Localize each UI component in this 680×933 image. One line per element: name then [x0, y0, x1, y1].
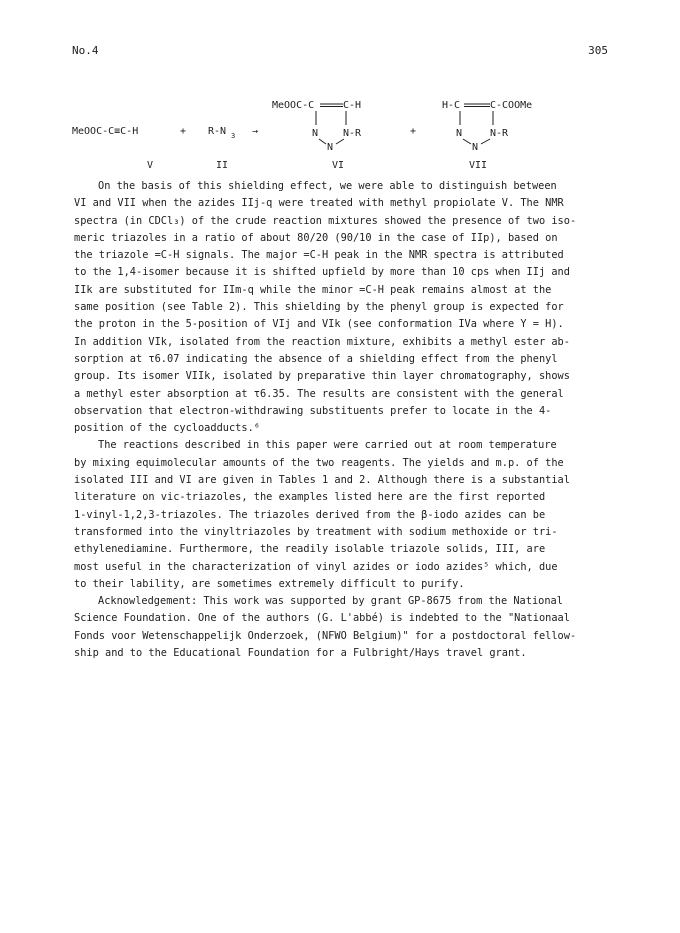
vii-top-right: C-COOMe [490, 100, 533, 111]
vii-n-left: N [456, 128, 463, 139]
label-v: V [147, 160, 154, 171]
vi-n-right: N-R [343, 128, 362, 139]
vii-top-left: H-C [442, 100, 461, 111]
article-body [74, 178, 619, 662]
vi-top-left: MeOOC-C [272, 100, 315, 111]
vii-lower-right-bond [481, 139, 490, 144]
reaction-arrow: → [252, 126, 259, 137]
vi-n-bottom: N [327, 142, 334, 153]
paragraph-shielding: On the basis of this shielding effect, we were able to distinguish between VI and VII when the azides IIj-q were treated with methyl propiolate V. The NMR spectra (in CDCl₃) of the crude reaction mixtures showed the presence of two iso- meric triazoles in a ratio of about 80/20 (90/10 in the case of IIp), based on the triazole =C-H signals. The major =C-H peak in the NMR spectra is attributed to the 1,4-isomer because it is shifted upfield by more than 10 cps when IIj and IIk are substituted for IIm-q while the minor =C-H peak remains almost at the same position (see Table 2). This shielding by the phenyl group is expected for the proton in the 5-position of VIj and VIk (see conformation IVa where Y = H). In addition VIk, isolated from the reaction mixture, exhibits a methyl ester ab- sorption at τ6.07 indicating the absence of a shielding effect from the phenyl group. Its isomer VIIk, isolated by preparative thin layer chromatography, shows a methyl ester absorption at τ6.35. The results are consistent with the general observation that electron-withdrawing substituents prefer to locate in the 4- position of the cycloadducts.⁶ [74, 180, 577, 435]
label-vii: VII [469, 160, 488, 171]
label-ii: II [216, 160, 229, 171]
reaction-scheme-svg [60, 92, 620, 172]
compound-v-formula: MeOOC-C≡C-H [72, 126, 139, 137]
vii-n-right: N-R [490, 128, 509, 139]
label-vi: VI [332, 160, 345, 171]
vi-n-left: N [312, 128, 319, 139]
vii-n-bottom: N [472, 142, 479, 153]
vi-top-right: C-H [343, 100, 362, 111]
vi-lower-left-bond [319, 139, 326, 144]
vii-lower-left-bond [463, 139, 471, 144]
paragraph-reactions: The reactions described in this paper were carried out at room temperature by mixing equimolecular amounts of the two reagents. The yields and m.p. of the isolated III and VI are given in Tables 1 and 2. Although there is a substantial literature on vic-triazoles, the examples listed here are the first reported 1-vinyl-1,2,3-triazoles. The triazoles derived from the β-iodo azides can be transformed into the vinyltriazoles by treatment with sodium methoxide or tri- ethylenediamine. Furthermore, the readily isolable triazole solids, III, are most useful in the characterization of vinyl azides or iodo azides⁵ which, due to their lability, are sometimes extremely difficult to purify. [74, 439, 570, 590]
reaction-scheme [60, 92, 620, 172]
azide-formula: R-N [208, 126, 227, 137]
plus-sign-2: + [410, 126, 417, 137]
page-number: 305 [588, 44, 608, 57]
azide-subscript: 3 [231, 132, 236, 140]
paragraph-acknowledgement: Acknowledgement: This work was supported by grant GP-8675 from the National Science Foundation. One of the authors (G. L'abbé) is indebted to the "Nationaal Fonds voor Wetenschappelijk Onderzoek, (NFWO Belgium)" for a postdoctoral fellow- ship and to the Educational Foundation for a Fulbright/Hays travel grant. [74, 595, 577, 660]
journal-issue: No.4 [72, 44, 99, 57]
plus-sign: + [180, 126, 187, 137]
vi-lower-right-bond [336, 139, 344, 144]
